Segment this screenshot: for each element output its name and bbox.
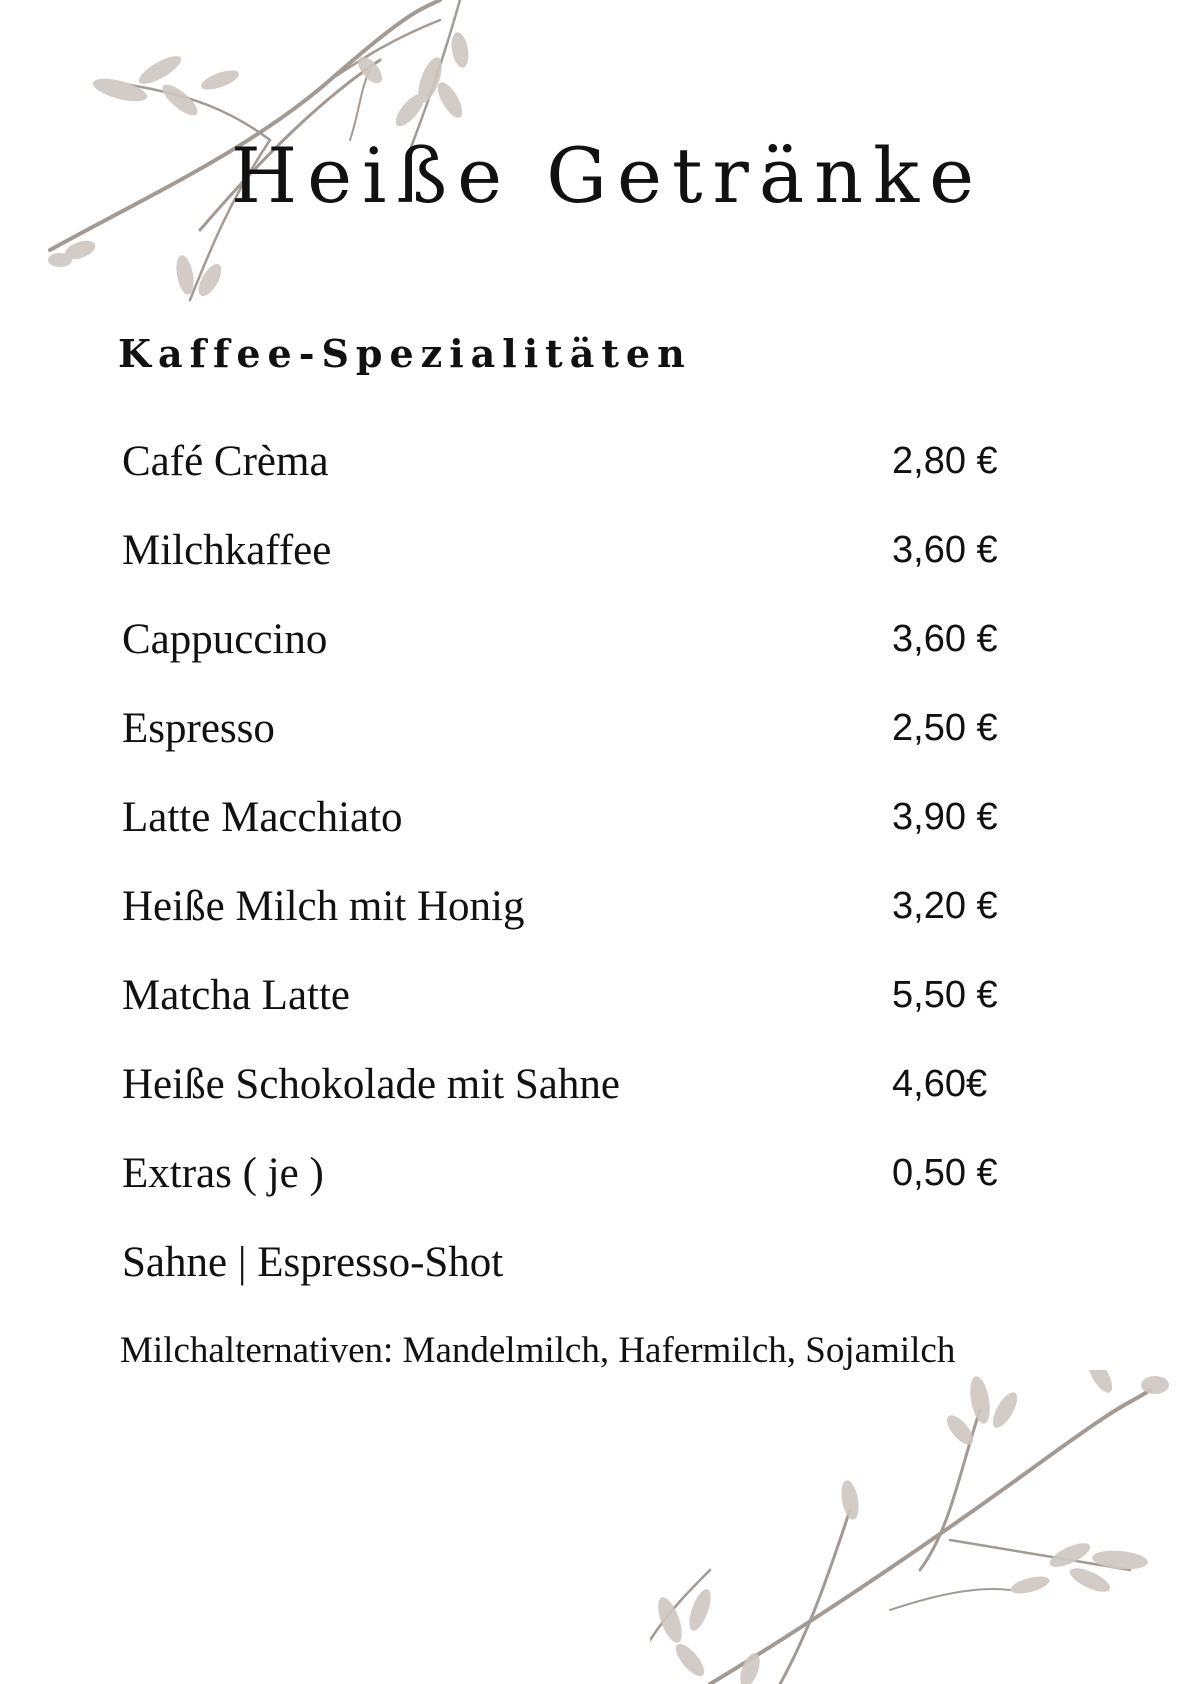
menu-item [122,974,1022,1034]
menu-item [122,885,1022,945]
menu-item-price: 3,90 € [892,796,998,838]
menu-item-name: Milchkaffee [122,527,332,574]
menu-item-name: Latte Macchiato [122,794,403,841]
menu-item [122,529,1022,589]
menu-item [122,440,1022,500]
branch-bottom-leaves [653,1370,1169,1684]
section-title: Kaffee-Spezialitäten [118,331,692,376]
menu-item [122,796,1022,856]
menu-item [122,618,1022,678]
menu-item-price: 3,60 € [892,618,998,660]
menu-item-name: Espresso [122,705,275,752]
menu-item-name: Café Crèma [122,438,329,485]
menu-item-price: 4,60€ [892,1063,988,1105]
menu-item-price: 3,20 € [892,885,998,927]
menu-item [122,1063,1022,1123]
menu-item-name: Heiße Milch mit Honig [122,883,525,930]
menu-item-extras [122,1152,1022,1212]
menu-item-price: 2,50 € [892,707,998,749]
menu-item-name: Heiße Schokolade mit Sahne [122,1061,620,1108]
milk-alternatives-note: Milchalternativen: Mandelmilch, Hafermilch, Sojamilch [120,1330,956,1371]
branch-bottom-decoration [650,1370,1170,1684]
branch-bottom-stems [650,1390,1150,1684]
menu-item-price: 3,60 € [892,529,998,571]
menu-item-price: 2,80 € [892,440,998,482]
extras-note: Sahne | Espresso-Shot [122,1239,504,1286]
menu-item-name: Matcha Latte [122,972,351,1019]
menu-item-price: 5,50 € [892,974,998,1016]
menu-item-price: 0,50 € [892,1152,998,1194]
menu-item [122,707,1022,767]
page-title: Heiße Getränke [230,131,985,220]
menu-item-name: Cappuccino [122,616,328,663]
menu-item-name: Extras ( je ) [122,1150,324,1197]
